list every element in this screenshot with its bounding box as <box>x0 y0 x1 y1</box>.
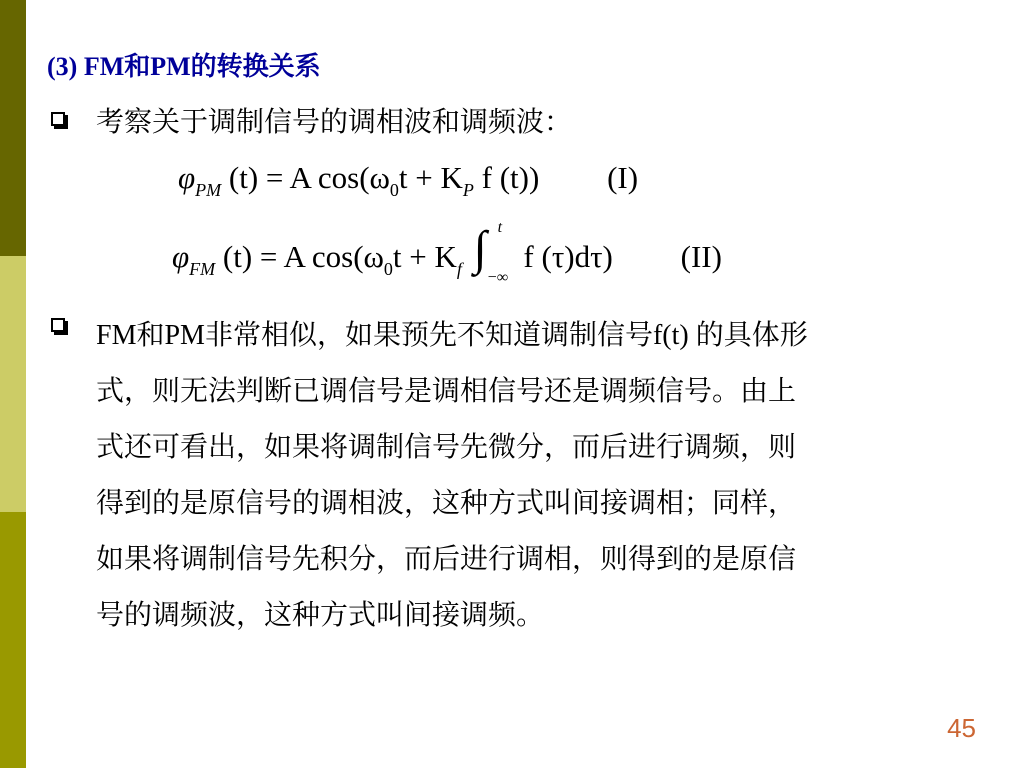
paragraph-line: FM和PM非常相似，如果预先不知道调制信号f(t) 的具体形 <box>96 320 808 351</box>
formula-pm-ksub: P <box>462 180 474 200</box>
formula-fm-end: f (τ)dτ) <box>515 239 613 274</box>
page-number: 45 <box>947 713 976 743</box>
formula-fm-tag: (II) <box>680 239 722 274</box>
paragraph-line: 号的调频波，这种方式叫间接调频。 <box>96 600 545 631</box>
integral-symbol <box>470 219 516 286</box>
integral-upper-limit: t <box>497 219 503 236</box>
integral-lower-limit: −∞ <box>487 269 509 286</box>
formula-pm-end: f (t)) <box>473 160 540 195</box>
paragraph-line: 如果将调制信号先积分，而后进行调相，则得到的是原信 <box>96 544 797 575</box>
formula-pm-phi: φ <box>178 160 196 195</box>
formula-pm-tag: (I) <box>607 160 639 195</box>
explanation-paragraph <box>96 308 976 644</box>
formula-fm-zero: 0 <box>383 259 393 279</box>
bullet-square-icon <box>51 112 65 126</box>
formula-fm-ksub: f <box>456 259 462 279</box>
paragraph-line: 式，则无法判断已调信号是调相信号还是调频信号。由上 <box>96 376 797 407</box>
paragraph-line: 式还可看出，如果将调制信号先微分，而后进行调频，则 <box>96 432 797 463</box>
decor-stripe-bottom <box>0 512 26 768</box>
formula-fm-sub: FM <box>189 259 216 279</box>
formula-fm-lhs: (t) = A cos(ω <box>222 239 384 274</box>
formula-fm-phi: φ <box>172 239 190 274</box>
paragraph-line: 得到的是原信号的调相波，这种方式叫间接调相；同样， <box>96 488 797 519</box>
integral-sign: ∫ <box>473 222 487 275</box>
formula-pm <box>178 160 639 200</box>
formula-fm <box>172 219 722 286</box>
decor-stripe-top <box>0 0 26 256</box>
section-heading: (3) FM和PM的转换关系 <box>47 52 321 81</box>
decor-stripe-middle <box>0 256 26 512</box>
formula-pm-lhs: (t) = A cos(ω <box>228 160 390 195</box>
formula-fm-mid: t + K <box>392 239 457 274</box>
formula-pm-sub: PM <box>195 180 222 200</box>
bullet-square-icon <box>51 318 65 332</box>
bullet-text-1: 考察关于调制信号的调相波和调频波： <box>96 107 573 138</box>
formula-pm-zero: 0 <box>389 180 399 200</box>
formula-pm-mid: t + K <box>398 160 463 195</box>
